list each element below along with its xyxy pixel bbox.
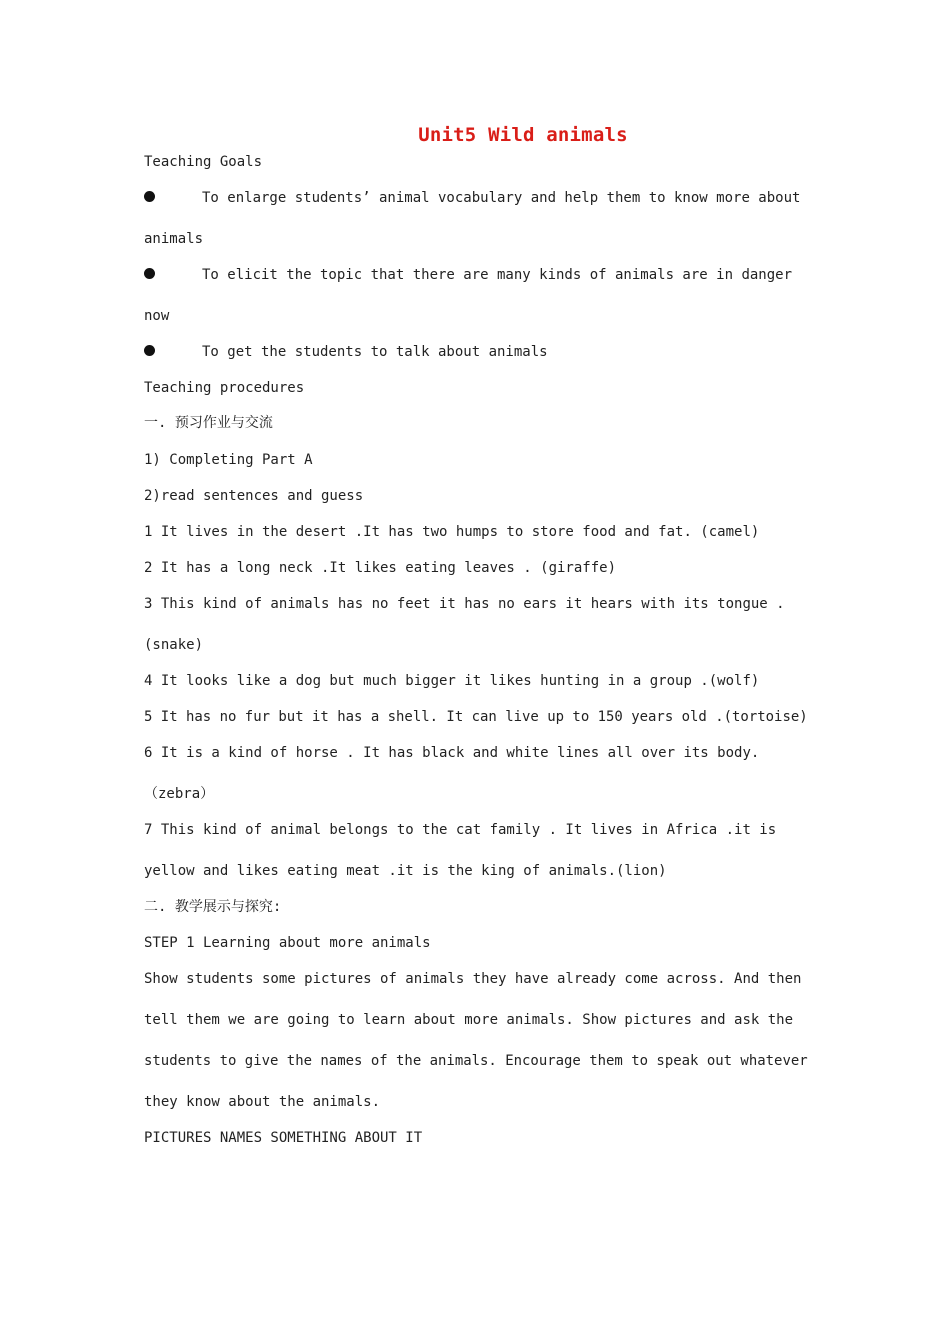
- sentence-line: 2 It has a long neck .It likes eating leaves . (giraffe): [144, 560, 617, 576]
- sentence-line: 3 This kind of animals has no feet it has no ears it hears with its tongue .: [144, 596, 785, 612]
- procedures-heading: Teaching procedures: [144, 380, 305, 396]
- goal-continuation: animals: [144, 231, 204, 247]
- bullet-icon: [144, 268, 155, 279]
- sentence-line: 7 This kind of animal belongs to the cat family . It lives in Africa .it is: [144, 822, 777, 838]
- part-a-line: 1) Completing Part A: [144, 452, 313, 468]
- paragraph-line: students to give the names of the animals. Encourage them to speak out whatever: [144, 1053, 808, 1069]
- sentence-line: 4 It looks like a dog but much bigger it likes hunting in a group .(wolf): [144, 673, 760, 689]
- paragraph-line: Show students some pictures of animals they have already come across. And then: [144, 971, 802, 987]
- goal-item-3: [144, 343, 548, 361]
- section-heading-2: 二. 教学展示与探究:: [144, 899, 282, 915]
- goal-continuation: now: [144, 308, 170, 324]
- read-guess-line: 2)read sentences and guess: [144, 488, 364, 504]
- sentence-line: 1 It lives in the desert .It has two humps to store food and fat. (camel): [144, 524, 760, 540]
- goal-item-2: [144, 266, 793, 284]
- teaching-goals-heading: Teaching Goals: [144, 154, 263, 170]
- sentence-line: yellow and likes eating meat .it is the king of animals.(lion): [144, 863, 667, 879]
- sentence-line: （zebra）: [144, 786, 215, 802]
- goal-text: To elicit the topic that there are many kinds of animals are in danger: [202, 267, 793, 283]
- goal-text: To enlarge students’ animal vocabulary and help them to know more about: [202, 190, 801, 206]
- paragraph-line: they know about the animals.: [144, 1094, 381, 1110]
- goal-item-1: [144, 189, 801, 207]
- sentence-line: (snake): [144, 637, 204, 653]
- paragraph-line: tell them we are going to learn about more animals. Show pictures and ask the: [144, 1012, 794, 1028]
- bullet-icon: [144, 345, 155, 356]
- bullet-icon: [144, 191, 155, 202]
- section-heading-1: 一. 预习作业与交流: [144, 415, 273, 431]
- step-heading: STEP 1 Learning about more animals: [144, 935, 431, 951]
- table-header-line: PICTURES NAMES SOMETHING ABOUT IT: [144, 1130, 423, 1146]
- sentence-line: 5 It has no fur but it has a shell. It can live up to 150 years old .(tortoise): [144, 709, 808, 725]
- goal-text: To get the students to talk about animals: [202, 344, 548, 360]
- document-title: Unit5 Wild animals: [418, 124, 628, 146]
- sentence-line: 6 It is a kind of horse . It has black and white lines all over its body.: [144, 745, 760, 761]
